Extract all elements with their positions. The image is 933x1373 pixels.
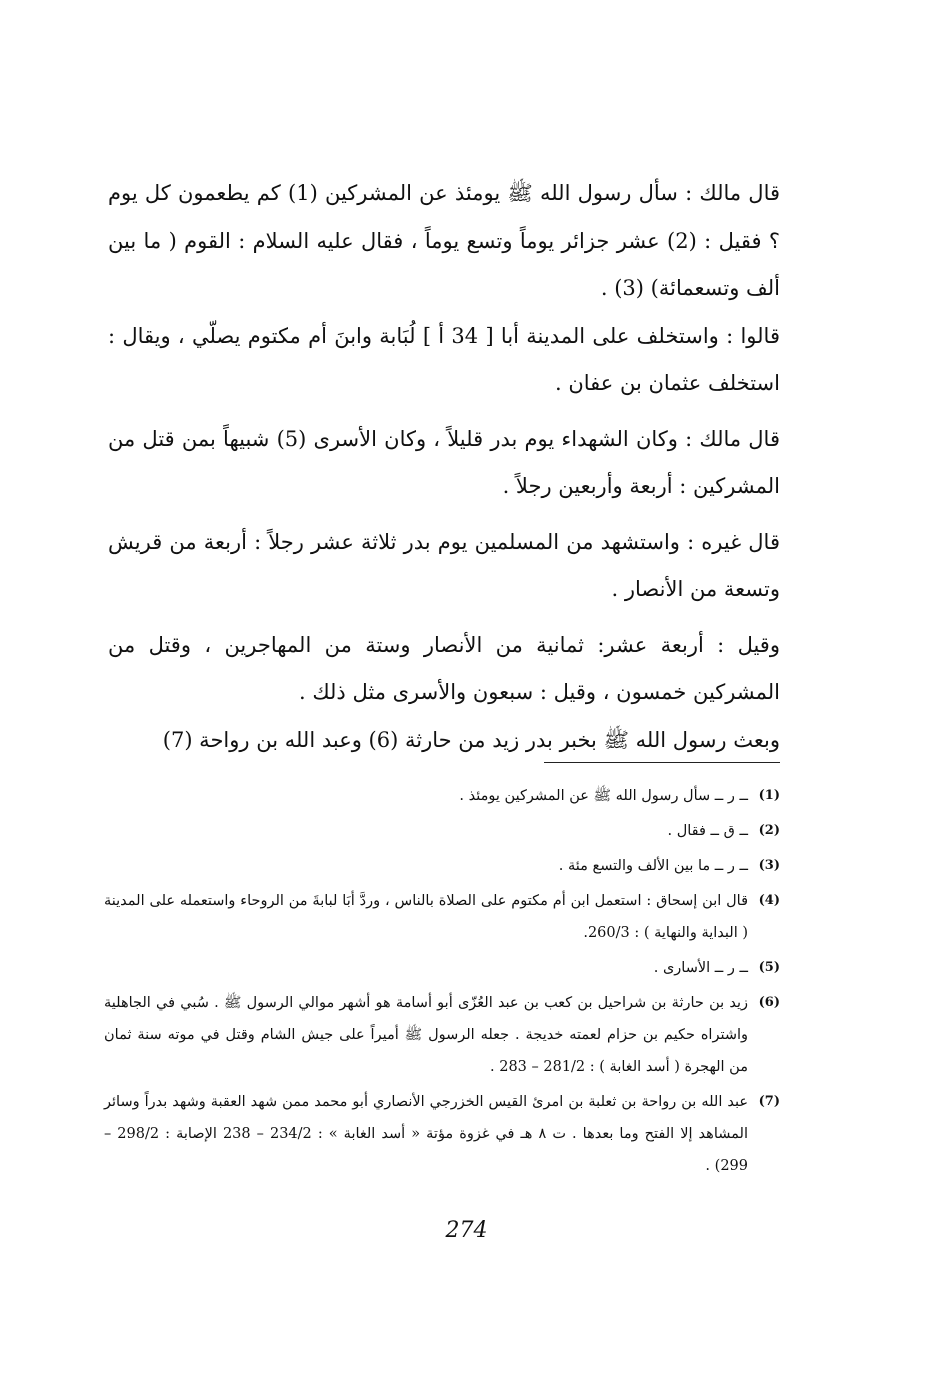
footnote-text: ــ ق ــ فقال . — [667, 823, 748, 839]
footnote-number: (4) — [758, 893, 780, 908]
footnote-number: (3) — [758, 858, 780, 873]
paragraph-2: قالوا : واستخلف على المدينة أبا [ 34 أ ] لُبَابة وابنَ أم مكتوم يصلّي ، ويقال : استخلف عثمان بن عفان . — [108, 323, 780, 395]
main-text — [108, 170, 780, 764]
paragraph-3: قال مالك : وكان الشهداء يوم بدر قليلاً ، وكان الأسرى (5) شبيهاً بمن قتل من المشركين : أربعة وأربعين رجلاً . — [108, 426, 780, 498]
paragraph-1: قال مالك : سأل رسول الله ﷺ يومئذ عن المشركين (1) كم يطعمون كل يوم ؟ فقيل : (2) عشر جزائر يوماً وتسع يوماً ، فقال عليه السلام : القوم ( ما بين ألف وتسعمائة) (3) . — [108, 181, 781, 300]
footnote-number: (6) — [758, 995, 780, 1010]
footnote-text: ــ ر ــ ما بين الألف والتسع مئة . — [558, 858, 748, 874]
footnotes — [104, 780, 780, 1185]
footnote-number: (7) — [758, 1094, 780, 1109]
footnote-item — [104, 885, 780, 949]
footnote-item — [104, 850, 780, 882]
footnote-divider — [544, 762, 780, 763]
paragraph-6: وبعث رسول الله ﷺ بخبر بدر زيد من حارثة (6) وعبد الله بن رواحة (7) — [162, 727, 780, 752]
paragraph-5: وقيل : أربعة عشر: ثمانية من الأنصار وستة من المهاجرين ، وقتل من المشركين خمسون ، وقيل : سبعون والأسرى مثل ذلك . — [108, 632, 780, 704]
footnote-number: (1) — [758, 788, 780, 803]
footnote-number: (2) — [758, 823, 780, 838]
page-number: 274 — [445, 1218, 488, 1243]
footnote-text: قال ابن إسحاق : استعمل ابن أم مكتوم على الصلاة بالناس ، وردَّ أبَا لبابةَ من الروحاء واستعمله على المدينة ( البداية والنهاية ) : 260/3. — [104, 893, 748, 941]
footnote-item — [104, 815, 780, 847]
footnote-number: (5) — [758, 960, 780, 975]
paragraph-4: قال غيره : واستشهد من المسلمين يوم بدر ثلاثة عشر رجلاً : أربعة من قريش وتسعة من الأنصار . — [108, 529, 780, 601]
footnote-text: زيد بن حارثة بن شراحيل بن كعب بن عبد العُزّى أبو أسامة هو أشهر موالي الرسول ﷺ . سُبي في الجاهلية واشتراه حكيم بن حزام لعمته خديجة . جعله الرسول ﷺ أميراً على جيش الشام وقتل في موته سنة ثمان من الهجرة ( أسد الغابة ) : 281/2 – 283 . — [104, 995, 748, 1075]
footnote-text: ــ ر ــ سأل رسول الله ﷺ عن المشركين يومئذ . — [459, 788, 748, 804]
footnote-item — [104, 1086, 780, 1182]
footnote-item — [104, 987, 780, 1083]
footnote-text: ــ ر ــ الأسارى . — [653, 960, 748, 976]
footnote-item — [104, 780, 780, 812]
footnote-item — [104, 952, 780, 984]
footnote-text: عبد الله بن رواحة بن ثعلبة بن امرئ القيس الخزرجي الأنصاري أبو محمد ممن شهد العقبة وشهد بدراً وسائر المشاهد إلا الفتح وما بعدها . ت ٨ هـ في غزوة مؤتة « أسد الغابة » : 234/2 – 238 الإصابة : 298/2 – 299) . — [104, 1094, 749, 1174]
